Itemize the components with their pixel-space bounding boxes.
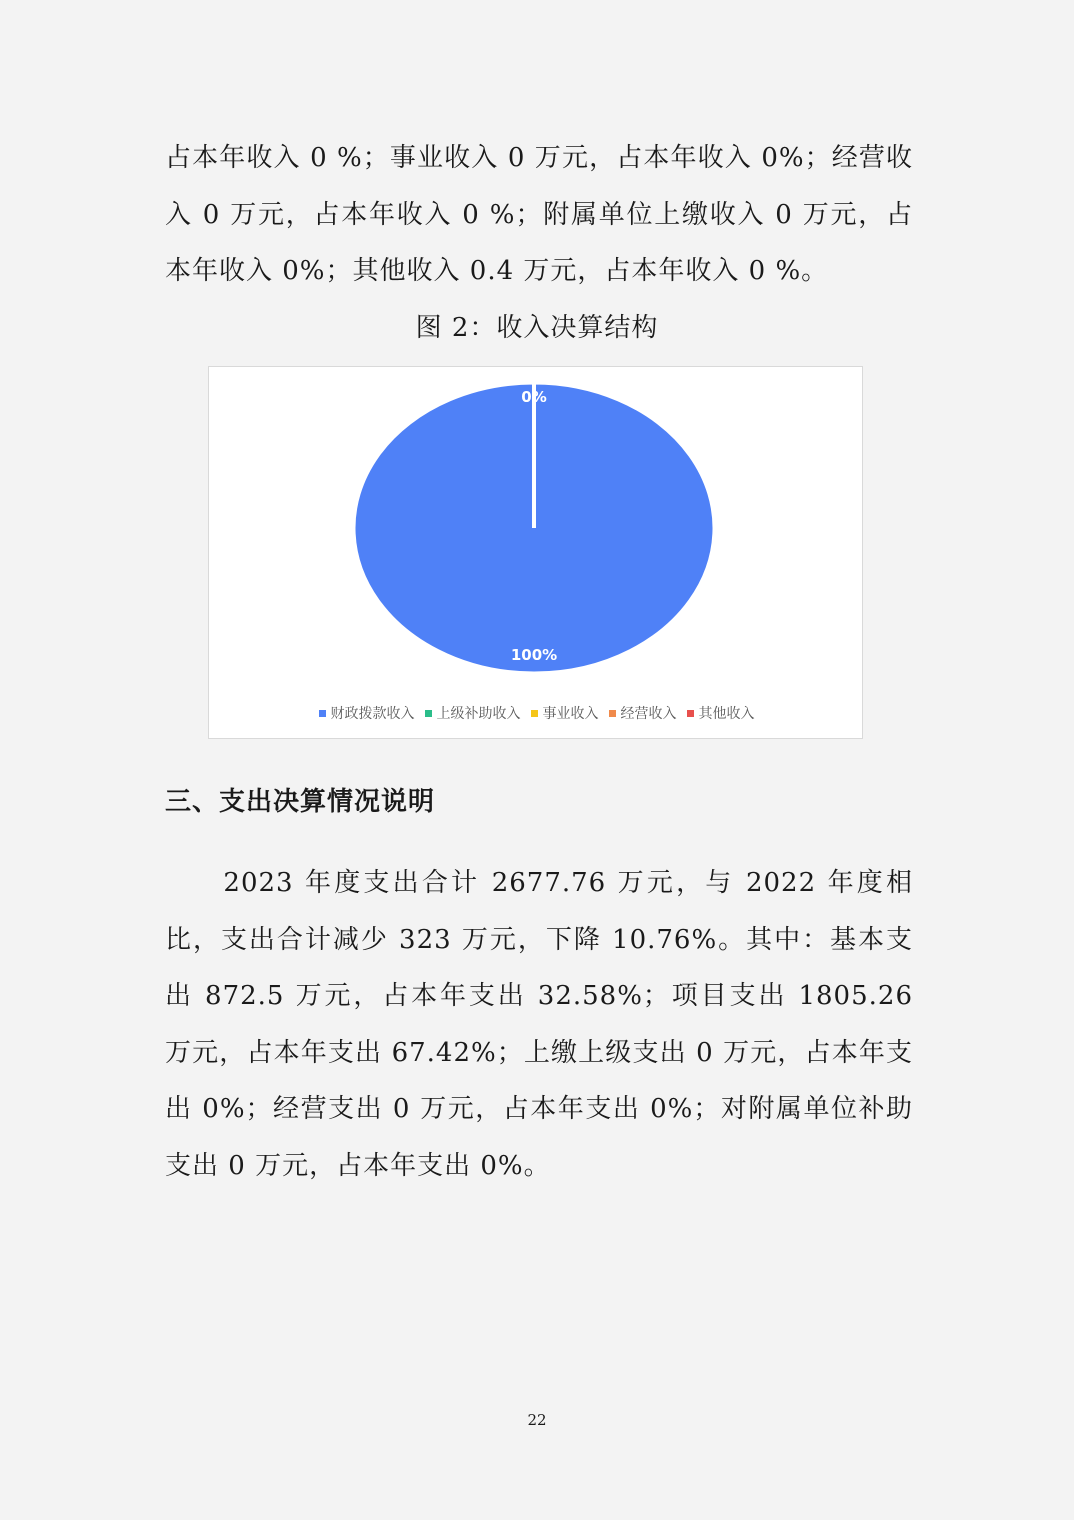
legend-item-1 [425, 703, 521, 723]
legend-swatch-0 [319, 710, 326, 717]
section-heading: 三、支出决算情况说明 [165, 787, 436, 817]
figure-caption: 图 2：收入决算结构 [415, 313, 659, 343]
legend-swatch-4 [687, 710, 694, 717]
chart-legend [209, 703, 864, 723]
legend-item-4 [687, 703, 755, 723]
pie-data-label-0: 100% [510, 646, 558, 664]
legend-label-2: 事业收入 [542, 706, 599, 722]
legend-label-3: 经营收入 [620, 706, 677, 722]
pie-data-label-1: 0% [521, 388, 547, 406]
legend-swatch-1 [425, 710, 432, 717]
paragraph-expenditure: 2023 年度支出合计 2677.76 万元，与 2022 年度相比，支出合计减少 323 万元，下降 10.76%。其中：基本支出 872.5 万元，占本年支出 32.58%；项目支出 1805.26 万元，占本年支出 67.42%；上缴上级支出 0 万元，占本年支出 0%；经营支出 0 万元，占本年支出 0%；对附属单位补助支出 0 万元，占本年支出 0%。 [165, 868, 923, 1181]
legend-item-0 [319, 703, 415, 723]
legend-item-2 [531, 703, 599, 723]
legend-swatch-2 [531, 710, 538, 717]
page-number: 22 [527, 1411, 547, 1429]
legend-label-0: 财政拨款收入 [330, 706, 415, 722]
legend-item-3 [609, 703, 677, 723]
pie-chart-svg [209, 367, 864, 740]
paragraph-income-breakdown: 占本年收入 0 %；事业收入 0 万元，占本年收入 0%；经营收入 0 万元，占本年收入 0 %；附属单位上缴收入 0 万元，占本年收入 0%；其他收入 0.4 万元，占本年收入 0 %。 [165, 143, 913, 286]
legend-swatch-3 [609, 710, 616, 717]
legend-label-1: 上级补助收入 [436, 706, 521, 722]
legend-label-4: 其他收入 [698, 706, 755, 722]
income-pie-chart [208, 366, 863, 739]
